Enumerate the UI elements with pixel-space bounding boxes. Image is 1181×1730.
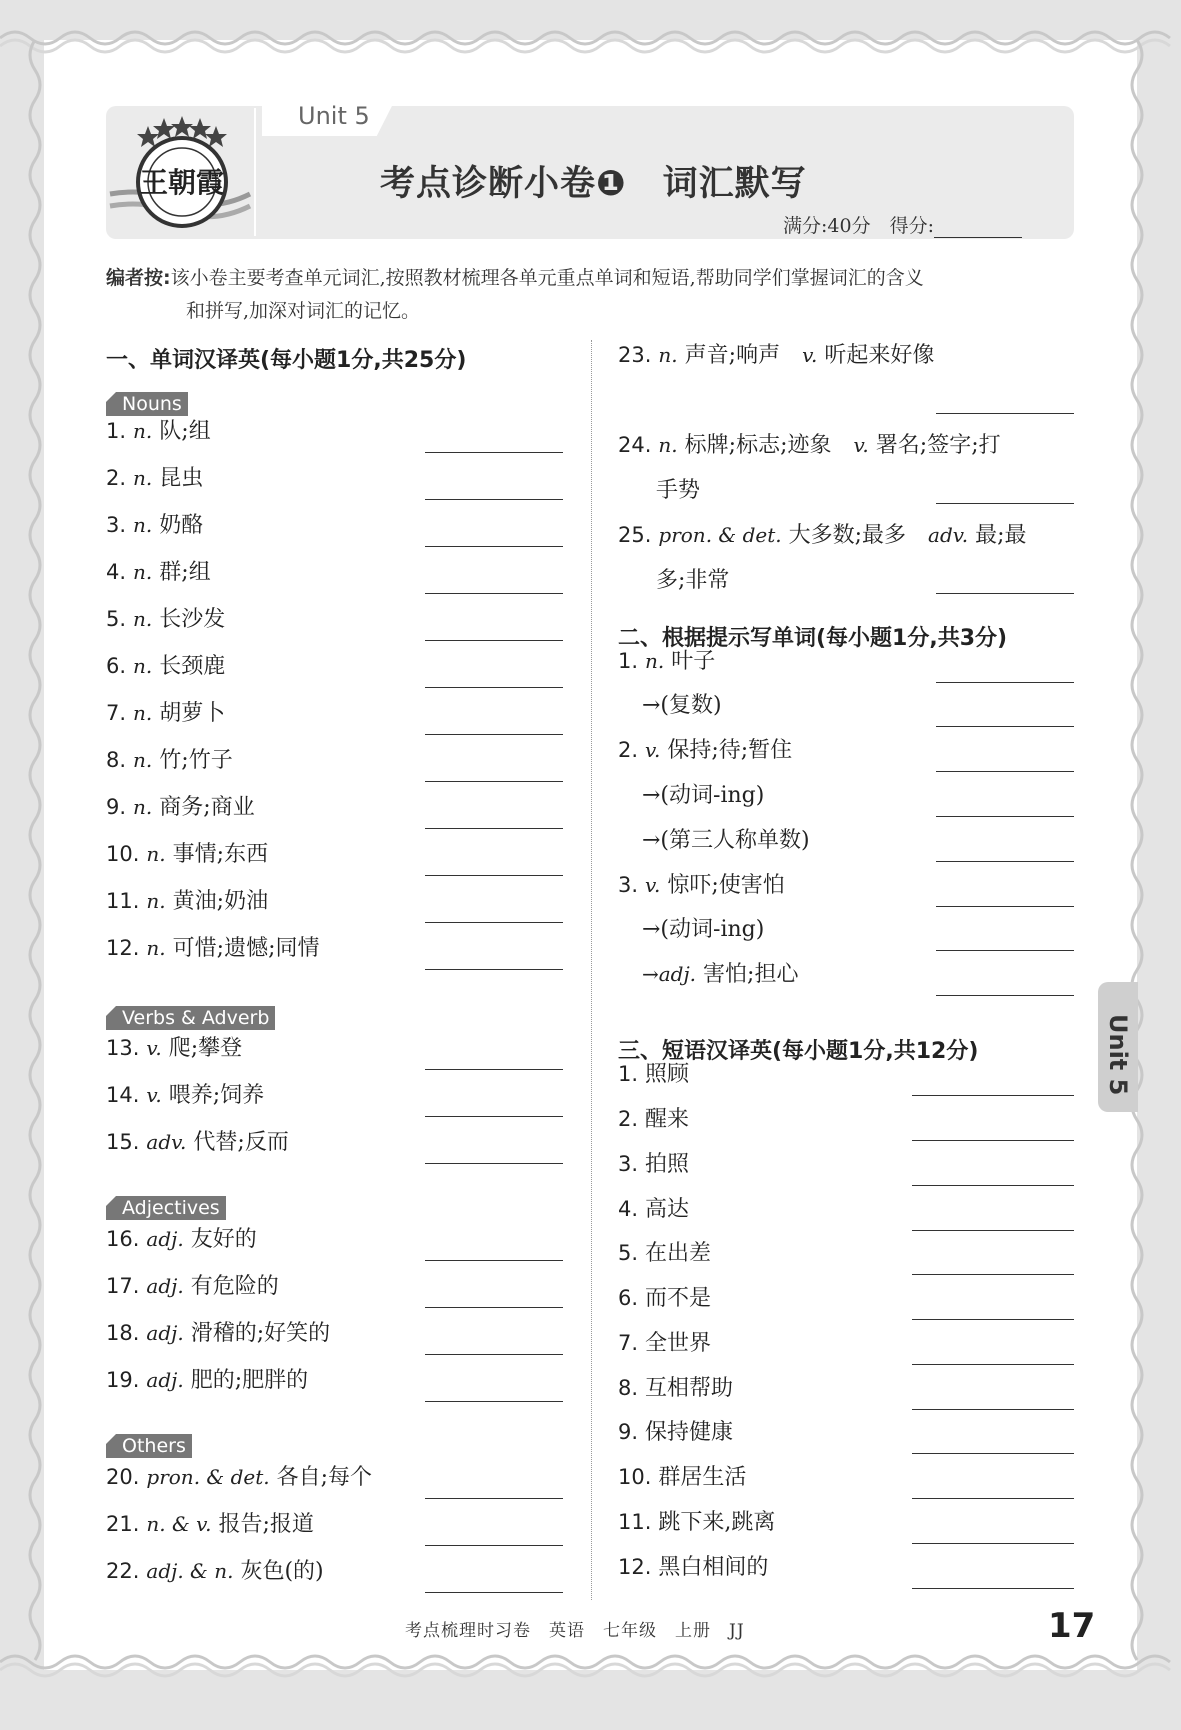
item-number: 24. [618, 433, 652, 457]
badge-adjectives: Adjectives [106, 1196, 226, 1220]
answer-blank[interactable] [425, 1354, 563, 1355]
part-of-speech: adj. [146, 1274, 184, 1298]
vocab-item-24 [618, 428, 1001, 459]
vocab-item-1 [106, 414, 211, 445]
answer-blank[interactable] [912, 1095, 1074, 1096]
vocab-item-5 [106, 602, 225, 633]
phrase-item-10 [618, 1460, 746, 1491]
part-of-speech: adv. [146, 1130, 187, 1154]
answer-blank[interactable] [936, 593, 1074, 594]
page-title: 考点诊断小卷❶ 词汇默写 [380, 164, 807, 204]
part-of-speech: →adj. [642, 962, 697, 986]
item-number: 12. [618, 1555, 652, 1579]
answer-blank[interactable] [912, 1364, 1074, 1365]
answer-blank[interactable] [912, 1140, 1074, 1141]
answer-blank[interactable] [936, 861, 1074, 862]
item-meaning-2: 最;最 [975, 523, 1027, 548]
item-meaning: 群;组 [159, 560, 211, 585]
phrase-item-5 [618, 1236, 711, 1267]
item-meaning: 灰色(的) [240, 1559, 324, 1584]
answer-blank[interactable] [425, 1307, 563, 1308]
part-of-speech: adj. [146, 1321, 184, 1345]
part-of-speech: v. [146, 1083, 162, 1107]
item-meaning: 队;组 [159, 419, 211, 444]
item-number: 2. [618, 738, 639, 762]
part-of-speech-2: v. [853, 433, 869, 457]
vocab-item-12 [106, 931, 319, 962]
item-number: 15. [106, 1130, 140, 1154]
part-of-speech: pron. & det. [658, 523, 782, 547]
item-number: 6. [618, 1286, 639, 1310]
part-of-speech: n. [133, 701, 153, 725]
item-meaning: 全世界 [645, 1331, 712, 1356]
answer-blank[interactable] [425, 593, 563, 594]
answer-blank[interactable] [425, 499, 563, 500]
footer-text: 考点梳理时习卷 英语 七年级 上册 JJ [405, 1621, 745, 1641]
part-of-speech: n. [645, 649, 665, 673]
part-of-speech: n. [133, 654, 153, 678]
item-meaning: 滑稽的;好笑的 [190, 1321, 331, 1346]
vocab-item-9 [106, 790, 255, 821]
item-number: 17. [106, 1274, 140, 1298]
answer-blank[interactable] [912, 1274, 1074, 1275]
svg-text:王朝霞: 王朝霞 [139, 166, 225, 199]
item-number: 2. [106, 466, 127, 490]
vocab-item-18 [106, 1316, 330, 1347]
section-title-part3: 三、短语汉译英(每小题1分,共12分) [618, 1039, 979, 1064]
item-number: 25. [618, 523, 652, 547]
answer-blank[interactable] [912, 1543, 1074, 1544]
answer-blank[interactable] [936, 906, 1074, 907]
item-meaning: 有危险的 [190, 1274, 279, 1299]
item-meaning: 肥的;肥胖的 [190, 1368, 309, 1393]
item-number: 1. [618, 649, 639, 673]
answer-blank[interactable] [425, 1545, 563, 1546]
item-number: 10. [618, 1465, 652, 1489]
vocab-item-3 [106, 508, 203, 539]
item-meaning: 事情;东西 [172, 842, 269, 867]
answer-blank[interactable] [936, 413, 1074, 414]
item-number: 11. [618, 1510, 652, 1534]
badge-others: Others [106, 1434, 192, 1458]
answer-blank[interactable] [936, 995, 1074, 996]
vocab-item-16 [106, 1222, 257, 1253]
item-number: 13. [106, 1036, 140, 1060]
word-form-item-8 [642, 957, 798, 988]
header-divider [254, 108, 256, 236]
answer-blank[interactable] [425, 1069, 563, 1070]
vocab-item-7 [106, 696, 225, 727]
item-meaning: →(第三人称单数) [642, 828, 810, 853]
phrase-item-9 [618, 1415, 733, 1446]
item-meaning: 报告;报道 [218, 1512, 314, 1537]
part-of-speech: adj. [146, 1227, 184, 1251]
page-number: 17 [1048, 1606, 1096, 1646]
item-number: 3. [618, 1152, 639, 1176]
item-meaning: 跳下来,跳离 [658, 1510, 776, 1535]
item-meaning: →(复数) [642, 693, 722, 718]
section-title-part1: 一、单词汉译英(每小题1分,共25分) [106, 348, 467, 373]
vocab-item-19 [106, 1363, 308, 1394]
word-form-item-1 [618, 644, 715, 675]
brand-seal-logo [104, 110, 254, 238]
item-number: 19. [106, 1368, 140, 1392]
answer-blank[interactable] [425, 734, 563, 735]
wavy-border-top [0, 18, 1181, 58]
answer-blank[interactable] [425, 1260, 563, 1261]
item-meaning: 代替;反而 [193, 1130, 289, 1155]
item-meaning: 友好的 [190, 1227, 257, 1252]
item-meaning: 保持;待;暂住 [667, 738, 793, 763]
word-form-item-3 [618, 733, 792, 764]
part-of-speech: n. [133, 560, 153, 584]
score-label: 满分:40分 得分: [783, 215, 934, 237]
item-meaning: 标牌;标志;迹象 [684, 433, 832, 458]
item-number: 10. [106, 842, 140, 866]
part-of-speech: n. [146, 889, 166, 913]
item-meaning: 在出差 [645, 1241, 712, 1266]
part-of-speech: n. [658, 433, 678, 457]
item-number: 7. [106, 701, 127, 725]
item-number: 20. [106, 1465, 140, 1489]
phrase-item-2 [618, 1102, 689, 1133]
item-number: 8. [618, 1376, 639, 1400]
vocab-item-22 [106, 1554, 324, 1585]
part-of-speech: n. & v. [146, 1512, 212, 1536]
part-of-speech: adj. & n. [146, 1559, 234, 1583]
vocab-item-10 [106, 837, 268, 868]
item-number: 9. [618, 1420, 639, 1444]
item-number: 11. [106, 889, 140, 913]
column-divider [591, 340, 592, 1600]
answer-blank[interactable] [425, 922, 563, 923]
item-meaning: 商务;商业 [159, 795, 255, 820]
wavy-border-bottom [0, 1648, 1181, 1688]
item-number: 6. [106, 654, 127, 678]
vocab-item-13 [106, 1031, 242, 1062]
answer-blank[interactable] [425, 640, 563, 641]
item-meaning: 长颈鹿 [159, 654, 226, 679]
item-number: 14. [106, 1083, 140, 1107]
item-meaning: 声音;响声 [684, 343, 781, 368]
item-number: 3. [106, 513, 127, 537]
answer-blank[interactable] [425, 1163, 563, 1164]
item-meaning: 昆虫 [159, 466, 204, 491]
vocab-item-6 [106, 649, 225, 680]
item-number: 4. [618, 1197, 639, 1221]
answer-blank[interactable] [912, 1588, 1074, 1589]
item-meaning: →(动词-ing) [642, 783, 765, 808]
part-of-speech-2: adv. [928, 523, 969, 547]
score-field [783, 211, 1022, 238]
item-number: 22. [106, 1559, 140, 1583]
item-meaning: 叶子 [671, 649, 716, 674]
answer-blank[interactable] [912, 1230, 1074, 1231]
item-meaning: 喂养;饲养 [168, 1083, 265, 1108]
editor-note-line2: 和拼写,加深对词汇的记忆。 [186, 300, 421, 322]
answer-blank[interactable] [936, 816, 1074, 817]
word-form-item-5 [642, 823, 810, 854]
item-meaning: 爬;攀登 [168, 1036, 243, 1061]
part-of-speech: v. [645, 738, 661, 762]
part-of-speech: n. [133, 466, 153, 490]
badge-nouns: Nouns [106, 392, 188, 416]
item-number: 5. [618, 1241, 639, 1265]
item-number: 9. [106, 795, 127, 819]
vocab-item-23 [618, 338, 934, 369]
editor-note-line1: 该小卷主要考查单元词汇,按照教材梳理各单元重点单词和短语,帮助同学们掌握词汇的含义 [170, 267, 924, 289]
item-number: 16. [106, 1227, 140, 1251]
item-meaning: 照顾 [645, 1062, 690, 1087]
answer-blank[interactable] [425, 1116, 563, 1117]
item-meaning: 奶酪 [159, 513, 204, 538]
answer-blank[interactable] [912, 1409, 1074, 1410]
item-meaning: 大多数;最多 [788, 523, 907, 548]
item-number: 5. [106, 607, 127, 631]
answer-blank[interactable] [936, 503, 1074, 504]
side-unit-label: Unit 5 [1104, 1014, 1132, 1096]
score-blank[interactable] [934, 219, 1022, 238]
item-number: 3. [618, 873, 639, 897]
answer-blank[interactable] [425, 1498, 563, 1499]
part-of-speech: n. [133, 513, 153, 537]
item-meaning: →(动词-ing) [642, 917, 765, 942]
part-of-speech: v. [645, 873, 661, 897]
word-form-item-6 [618, 868, 785, 899]
phrase-item-4 [618, 1192, 689, 1223]
part-of-speech: n. [146, 936, 166, 960]
item-number: 18. [106, 1321, 140, 1345]
answer-blank[interactable] [936, 726, 1074, 727]
vocab-item-8 [106, 743, 233, 774]
item-meaning: 高达 [645, 1197, 690, 1222]
part-of-speech: n. [133, 607, 153, 631]
item-meaning: 互相帮助 [645, 1376, 734, 1401]
wavy-border-right [1122, 40, 1152, 1670]
vocab-item-24-cont: 手势 [656, 478, 701, 503]
item-meaning: 而不是 [645, 1286, 712, 1311]
wavy-border-left [20, 40, 50, 1670]
editor-note [106, 262, 1074, 328]
answer-blank[interactable] [936, 771, 1074, 772]
vocab-item-25-cont: 多;非常 [656, 568, 730, 593]
vocab-item-4 [106, 555, 211, 586]
phrase-item-1 [618, 1057, 689, 1088]
vocab-item-17 [106, 1269, 279, 1300]
part-of-speech: adj. [146, 1368, 184, 1392]
item-meaning: 黑白相间的 [658, 1555, 769, 1580]
item-number: 21. [106, 1512, 140, 1536]
item-meaning: 惊吓;使害怕 [667, 873, 785, 898]
item-meaning: 可惜;遗憾;同情 [172, 936, 320, 961]
item-number: 12. [106, 936, 140, 960]
answer-blank[interactable] [912, 1498, 1074, 1499]
section-title-part2: 二、根据提示写单词(每小题1分,共3分) [618, 626, 1008, 651]
part-of-speech-2: v. [802, 343, 818, 367]
answer-blank[interactable] [425, 969, 563, 970]
item-meaning: 黄油;奶油 [172, 889, 269, 914]
answer-blank[interactable] [425, 546, 563, 547]
vocab-item-14 [106, 1078, 264, 1109]
item-number: 4. [106, 560, 127, 584]
word-form-item-2 [642, 688, 722, 719]
unit-label: Unit 5 [298, 102, 370, 130]
phrase-item-3 [618, 1147, 689, 1178]
item-number: 7. [618, 1331, 639, 1355]
answer-blank[interactable] [912, 1319, 1074, 1320]
item-number: 1. [106, 419, 127, 443]
item-meaning-2: 署名;签字;打 [875, 433, 1001, 458]
phrase-item-6 [618, 1281, 711, 1312]
phrase-item-11 [618, 1505, 775, 1536]
item-meaning: 竹;竹子 [159, 748, 233, 773]
part-of-speech: n. [146, 842, 166, 866]
word-form-item-4 [642, 778, 764, 809]
editor-note-label: 编者按: [106, 267, 171, 289]
item-number: 8. [106, 748, 127, 772]
answer-blank[interactable] [425, 781, 563, 782]
part-of-speech: pron. & det. [146, 1465, 270, 1489]
item-meaning: 醒来 [645, 1107, 690, 1132]
item-meaning-2: 听起来好像 [824, 343, 935, 368]
vocab-item-21 [106, 1507, 314, 1538]
answer-blank[interactable] [425, 1592, 563, 1593]
item-meaning: 各自;每个 [276, 1465, 373, 1490]
item-meaning: 胡萝卜 [159, 701, 226, 726]
item-meaning: 长沙发 [159, 607, 226, 632]
answer-blank[interactable] [425, 1401, 563, 1402]
phrase-item-12 [618, 1550, 768, 1581]
answer-blank[interactable] [425, 452, 563, 453]
vocab-item-11 [106, 884, 268, 915]
word-form-item-7 [642, 912, 764, 943]
phrase-item-8 [618, 1371, 733, 1402]
part-of-speech: n. [133, 419, 153, 443]
item-meaning: 群居生活 [658, 1465, 747, 1490]
phrase-item-7 [618, 1326, 711, 1357]
badge-verbs-adverb: Verbs & Adverb [106, 1006, 275, 1030]
part-of-speech: n. [133, 748, 153, 772]
vocab-item-25 [618, 518, 1026, 549]
part-of-speech: n. [133, 795, 153, 819]
part-of-speech: n. [658, 343, 678, 367]
answer-blank[interactable] [425, 875, 563, 876]
answer-blank[interactable] [425, 828, 563, 829]
answer-blank[interactable] [912, 1453, 1074, 1454]
item-meaning: 拍照 [645, 1152, 690, 1177]
vocab-item-20 [106, 1460, 372, 1491]
item-number: 1. [618, 1062, 639, 1086]
part-of-speech: v. [146, 1036, 162, 1060]
answer-blank[interactable] [912, 1185, 1074, 1186]
item-meaning: 害怕;担心 [703, 962, 799, 987]
vocab-item-2 [106, 461, 203, 492]
item-number: 23. [618, 343, 652, 367]
answer-blank[interactable] [936, 950, 1074, 951]
answer-blank[interactable] [936, 682, 1074, 683]
item-meaning: 保持健康 [645, 1420, 734, 1445]
item-number: 2. [618, 1107, 639, 1131]
vocab-item-15 [106, 1125, 289, 1156]
answer-blank[interactable] [425, 687, 563, 688]
